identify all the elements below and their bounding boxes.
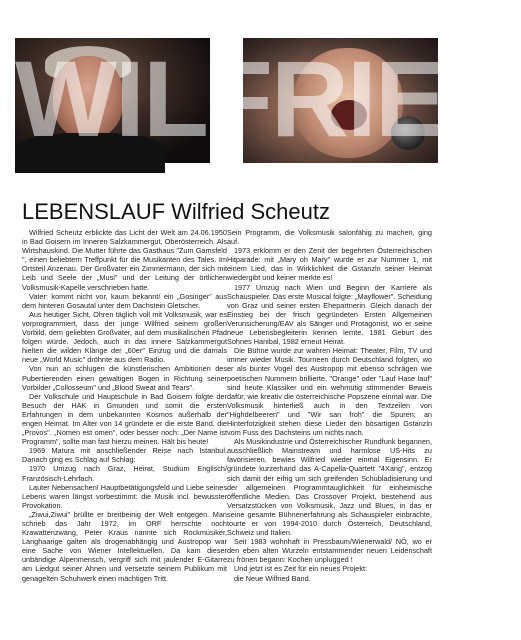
paragraph: Wilfried Scheutz erblickte das Licht der Welt am 24.06.1950 in Bad Goisern im Inneren Salzkammergut, Oberösterreich. Als Wirtshauskind. Die Mutter führte das Gasthaus "Zum Gamsfeld ", einen beliebtern Treffpunkt für die Musikanten des Tales. Im Ortsteil Anzenau. Der Großvater ein Zimmermann, der sich mit Leib und Seele der „Musi" und der Leitung der örtlichen Volksmusik-Kapelle verschrieben hatte. [22,228,227,292]
paragraph: Als Musikindustrie und Österreichischer Rundfunk begannen, ausschließlich Mainstream und harmlose US-Hits zu favorisieren, bewies Wilfried wieder einmal Eigensinn. Er gründete kurzerhand das A-Capella-Quartett "4Xang", entzog sich damit der eifrig um sich greifenden Schubladisierung und der allgemeinen Programmtauglichkeit für einheimische öffentliche Medien. Das Crossover Projekt, bestehend aus Versatzstücken von Volksmusik, Jazz und Blues, in das er seine gesamte Bühnenerfahrung als Schauspieler einbrachte, tourte er von 1994-2010 durch Österreich, Deutschland, Schweiz und Italien. [227,437,432,538]
paragraph: Lauter Nebensachen! Hauptbetätigungsfeld und Liebe seines Lebens waren längst vorbestimmt: die Musik incl. bewusster Provokation. [22,482,227,510]
left-column [22,228,227,583]
paragraph: Vater: kommt nicht vor, kaum bekannt/ ein „Gosinger" aus dem hinteren Gosautal unter dem Dachstein Gletscher. [22,291,227,310]
paragraph: 1969 Matura mit anschließender Reise nach Istanbul. Danach ging es Schlag auf Schlag: [22,446,227,465]
right-column [227,228,432,583]
paragraph: Sein Programm, die Volksmusik salonfähig zu machen, ging auf. [227,228,432,247]
title-heading: LEBENSLAUF [22,199,166,224]
paragraph: 1970 Umzug nach Graz, Heirat, Studium Englisch/ Französisch-Lehrfach. [22,464,227,483]
paragraph: Aus heutiger Sicht, Ohren täglich voll mit Volksmusik, war es vorprogrammiert, dass der junge Wilfried seinem großen Vorbild, dem geliebten Großvater, auf dem musikalischen Pfad folgen würde. Jedoch, auch in das innere Salzkammergut hielten die wilden Klänge der „60er" Einzug und die damals neue „World Music" dröhnte aus dem Radio. [22,309,227,365]
paragraph: Die Bühne wurde zur wahren Heimat: Theater, Film, TV und immer wieder Musik. Tourneen durch Deutschland folgten, wo er als bunter Vogel des Austropop mit ebenso schrägen wie poetischen Nummern brillierte. "Orange" oder "Lauf Hase lauf" sind heute Klassiker und ein wehmütig stimmender Beweis dafür, wie kreativ die österreichische Popszene einmal war. Die Volksmusik hinterließ auch in den Textzeilen von "Highdelbeeren" und "Wir san froh" die Spuren; an Hinterfotzigkeit stehen diese Lieder den bösartigen Gstanzln vom Fuss des Dachsteins um nichts nach. [227,346,432,438]
name-watermark: WILFRIED [15,38,521,159]
paragraph: Seit 1983 wohnhaft in Pressbaum/Wienerwald/ NÖ, wo er den eben alten Wurzeln entstammender neuen Leidenschaft zu frönen begann: Kochen unplugged ! [227,537,432,565]
paragraph: 1973 erklomm er den Zenit der begehrten Österreichischen Hitparade: mit „Mary oh Mary" wurde er zur Nummer 1, mit einem Lied, das in Wirklichkeit die Gstanzln seiner Heimat wiedergibt und keiner merkte es! [227,246,432,283]
paragraph: „Ziwui,Ziwui" brüllte er breitbeinig der Welt entgegen. Man schrieb das Jahr 1972, im ORF herrschte noch Krawattenzwang, Peter Kraus nannte sich Rockmusiker, Langhaarige galten als drogenabhängig und Austropop war eine Sache von Wiener Intellektuellen. Da kam dieser unbändige Alpenmensch, vergriff sich mit jaulender E-Gitarre am Liedgut seiner Ahnen und versetzte seinem Publikum mit genagelten Schuhwerk einen mächtigen Tritt. [22,509,227,583]
paragraph: Der Volkschule und Hauptschule in Bad Goisern folgte der Besuch der HAK in Gmunden und somit die ersten Erfahrungen in dem unbekannten Kosmos außerhalb der engen Heimat. Im Alter von 14 gründete er die erste Band, die „Provos". „Nomen est omen", oder besser noch: „Der Name ist Programm", sollte man fast hierzu meinen. Hält bis heute! [22,391,227,447]
page-title [22,199,330,225]
paragraph: Von nun an schlugen die künstlerischen Ambitionen des Pubertierenden einen gewaltigen Bogen in Richtung seiner Vorbilder „Collosseum" und „Blood Sweat and Tears". [22,364,227,392]
paragraph: Und jetzt ist es Zeit für ein neues Projekt: [234,564,368,574]
paragraph: 1977 Umzug nach Wien und Beginn der Karriere als Schauspieler. Das erste Musical folgte: „Mayflower". Scheidung von Graz und seiner ersten Ehepartnerin. Gleich danach der Einstieg bei der frisch gegründeten Ersten Allgemeinen Verunsicherung/EAV als Sänger und Protagonist, wo er seine neue Lebensbegleiterin kennen lernte. 1981 Geburt des Sohnes Hanibal, 1982 erneut Heirat. [227,282,432,347]
paragraph: die Neue Wilfried Band. [234,573,311,583]
title-name: Wilfried Scheutz [171,199,331,224]
